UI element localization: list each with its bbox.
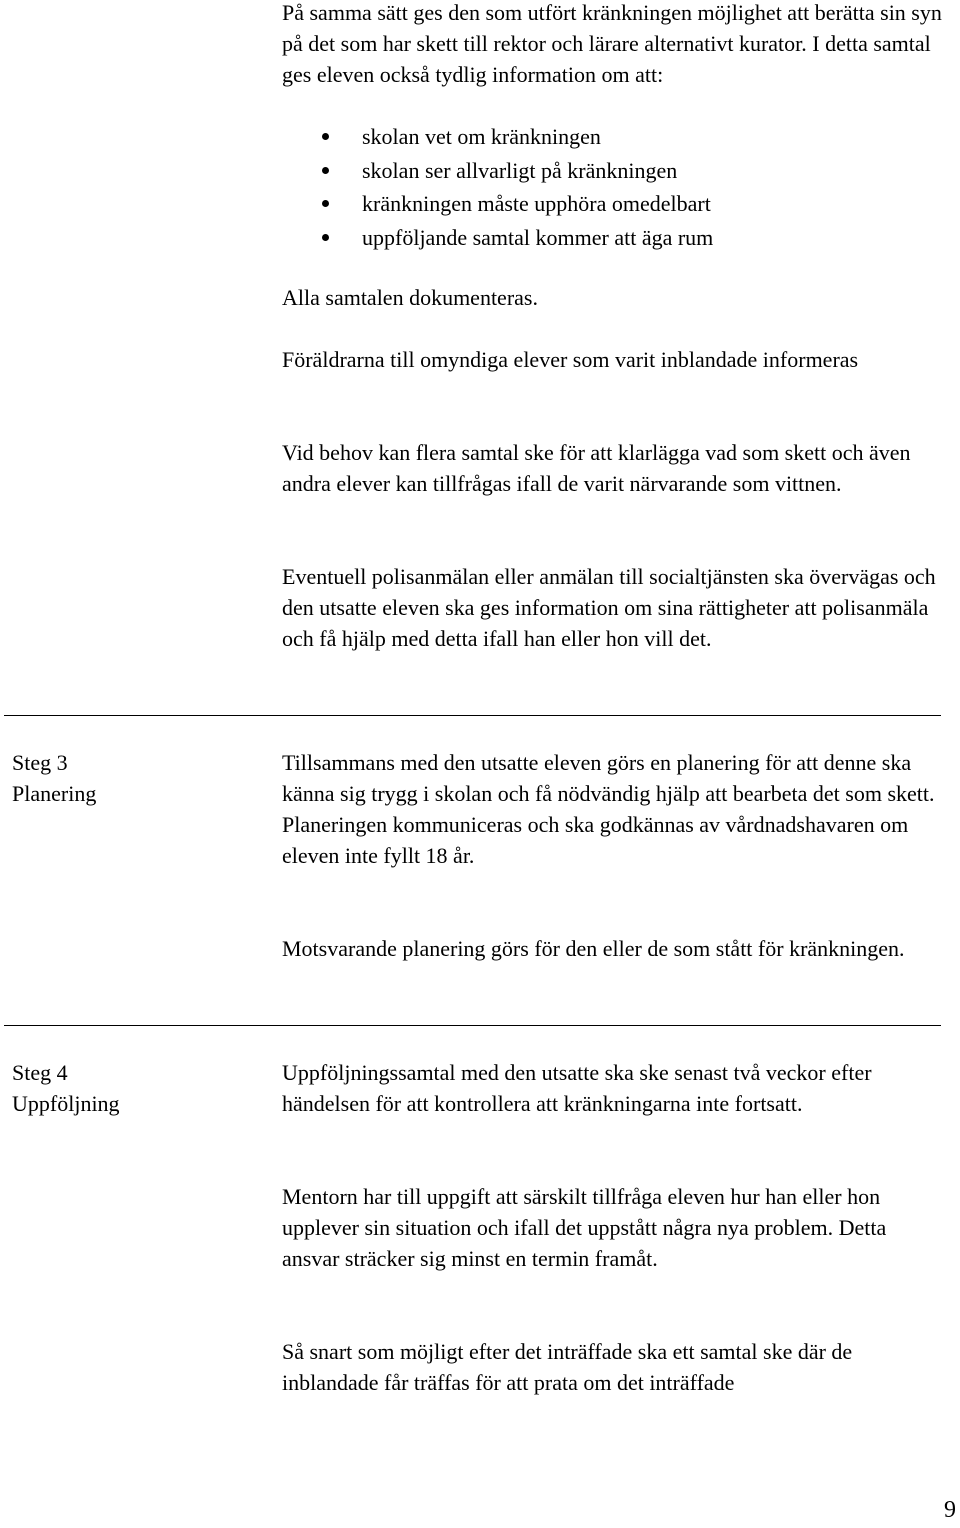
bullet-item: skolan ser allvarligt på kränkningen <box>282 154 942 188</box>
step4-paragraph1: Uppföljningssamtal med den utsatte ska ske senast två veckor efter händelsen för att kontrollera att kränkningarna inte fortsatt. <box>282 1060 872 1116</box>
bullet-item: uppföljande samtal kommer att äga rum <box>282 221 942 255</box>
step3-paragraph2: Motsvarande planering görs för den eller de som stått för kränkningen. <box>282 936 905 961</box>
section-divider <box>4 1025 941 1026</box>
bullet-list-block <box>282 120 942 254</box>
step4-paragraph2-block <box>282 1181 942 1274</box>
step4-paragraph2: Mentorn har till uppgift att särskilt tillfråga eleven hur han eller hon upplever sin situation och ifall det uppstått några nya problem. Detta ansvar sträcker sig minst en termin framåt. <box>282 1184 887 1271</box>
bullet-dot-icon <box>322 234 329 241</box>
documented-text: Alla samtalen dokumenteras. <box>282 285 538 310</box>
step3-number: Steg 3 <box>12 750 68 775</box>
step4-label <box>12 1057 252 1119</box>
step3-title: Planering <box>12 781 97 806</box>
bullet-dot-icon <box>322 167 329 174</box>
section-divider <box>4 715 941 716</box>
bullet-dot-icon <box>322 133 329 140</box>
bullet-list <box>282 120 942 254</box>
step3-paragraph1-block <box>282 747 942 871</box>
parents-text: Föräldrarna till omyndiga elever som varit inblandade informeras <box>282 347 859 372</box>
police-text: Eventuell polisanmälan eller anmälan till socialtjänsten ska övervägas och den utsatte eleven ska ges information om sina rättigheter att polisanmäla och få hjälp med detta ifall han eller hon vill det. <box>282 564 936 651</box>
bullet-dot-icon <box>322 200 329 207</box>
documented-block <box>282 282 942 313</box>
step4-title: Uppföljning <box>12 1091 120 1116</box>
parents-block <box>282 344 942 375</box>
bullet-item: kränkningen måste upphöra omedelbart <box>282 187 942 221</box>
step3-paragraph1: Tillsammans med den utsatte eleven görs en planering för att denne ska känna sig trygg i skolan och få nödvändig hjälp att bearbeta det som skett. Planeringen kommuniceras och ska godkännas av vårdnadshavaren om eleven inte fyllt 18 år. <box>282 750 935 868</box>
police-block <box>282 561 942 654</box>
step4-paragraph1-block <box>282 1057 942 1119</box>
step4-paragraph3-block <box>282 1336 942 1398</box>
more-talks-text: Vid behov kan flera samtal ske för att klarlägga vad som skett och även andra elever kan tillfrågas ifall de varit närvarande som vittnen. <box>282 440 911 496</box>
step4-paragraph3: Så snart som möjligt efter det inträffade ska ett samtal ske där de inblandade får träffas för att prata om det inträffade <box>282 1339 853 1395</box>
step3-paragraph2-block <box>282 933 942 964</box>
page-number: 9 <box>944 1497 956 1523</box>
step3-label <box>12 747 252 809</box>
intro-paragraph: På samma sätt ges den som utfört kränkningen möjlighet att berätta sin syn på det som har skett till rektor och lärare alternativt kurator. I detta samtal ges eleven också tydlig information om att: <box>282 0 942 87</box>
bullet-item: skolan vet om kränkningen <box>282 120 942 154</box>
more-talks-block <box>282 437 942 499</box>
step4-number: Steg 4 <box>12 1060 68 1085</box>
intro-paragraph-block <box>282 0 942 90</box>
